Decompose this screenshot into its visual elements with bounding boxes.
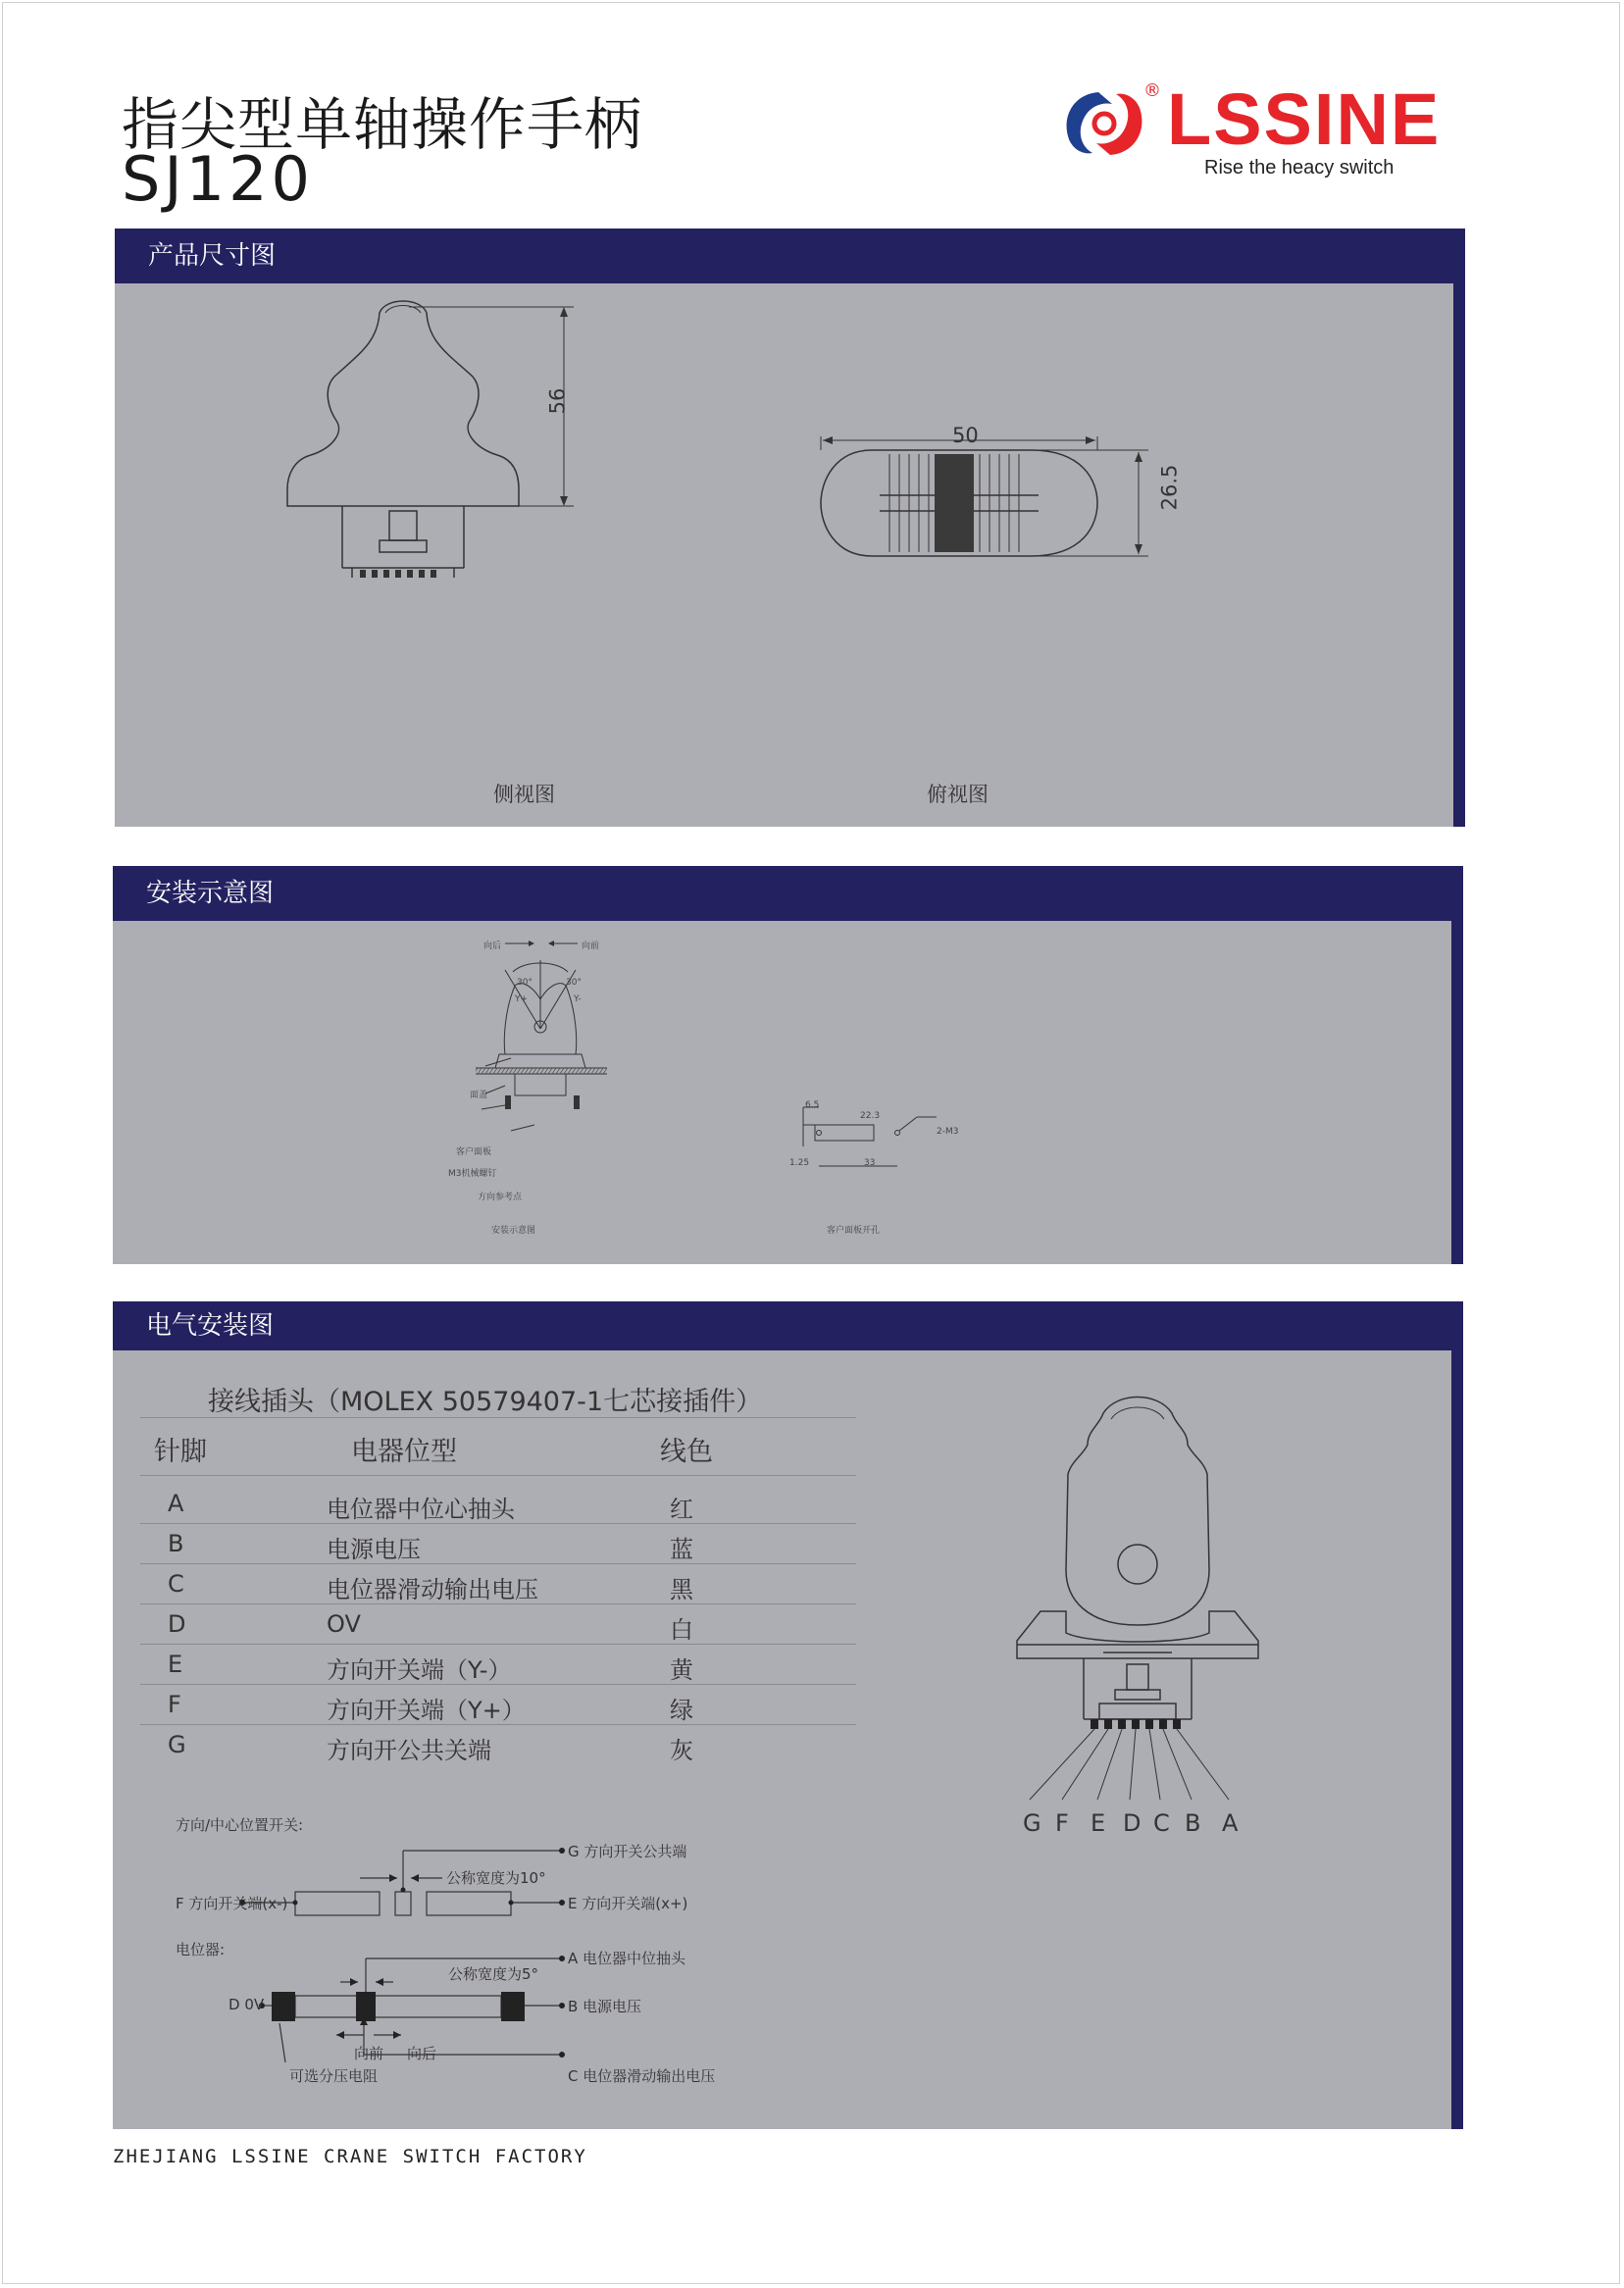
- install-caption: 安装示意图: [491, 1226, 536, 1236]
- pin-cell: F: [168, 1691, 181, 1718]
- color-cell: 黑: [670, 1576, 693, 1603]
- dim-width-label: 50: [952, 424, 979, 447]
- color-cell: 白: [670, 1616, 693, 1644]
- pin-cell: G: [168, 1731, 186, 1758]
- back-label: 向后: [483, 941, 502, 951]
- pot-a-label: A 电位器中位抽头: [568, 1950, 686, 1967]
- col-wire-color: 线色: [660, 1437, 713, 1467]
- table-header: [140, 1417, 856, 1476]
- function-cell: 方向开关端（Y-）: [327, 1656, 512, 1684]
- front-label: 向前: [582, 941, 600, 951]
- bezel-label: 面盖: [470, 1091, 488, 1100]
- switch-heading: 方向/中心位置开关:: [176, 1816, 304, 1834]
- section-dimensions: [115, 229, 1465, 827]
- pot-resistor-label: 可选分压电阻: [289, 2067, 379, 2085]
- dim-d-label: 33: [864, 1158, 876, 1168]
- table-row: [140, 1645, 856, 1685]
- reference-label: 方向参考点: [478, 1193, 523, 1202]
- top-view-drawing: [821, 411, 1174, 627]
- pot-heading: 电位器:: [176, 1941, 226, 1958]
- pin-letter-c: C: [1153, 1809, 1170, 1837]
- footer-company: ZHEJIANG LSSINE CRANE SWITCH FACTORY: [113, 2146, 587, 2167]
- logo-mark-icon: [1059, 84, 1147, 163]
- pot-forward-label: 向前: [354, 2045, 384, 2062]
- switch-e-label: E 方向开关端(x+): [568, 1895, 688, 1912]
- pot-backward-label: 向后: [407, 2045, 437, 2062]
- installation-panel: [113, 921, 1451, 1264]
- pin-cell: A: [168, 1490, 184, 1517]
- dim-depth-label: 26.5: [1157, 464, 1182, 511]
- switch-width-label: 公称宽度为10°: [446, 1869, 546, 1887]
- function-cell: 方向开关端（Y+）: [327, 1697, 526, 1724]
- color-cell: 红: [670, 1496, 693, 1523]
- section-electrical: [113, 1301, 1463, 2129]
- col-pin: 针脚: [154, 1437, 207, 1467]
- top-view-caption: 俯视图: [927, 783, 989, 806]
- table-row: [140, 1484, 856, 1524]
- pot-b-label: B 电源电压: [568, 1998, 642, 2015]
- model-number: SJ120: [122, 143, 314, 215]
- switch-g-label: G 方向开关公共端: [568, 1843, 687, 1860]
- col-function: 电器位型: [351, 1437, 457, 1467]
- pin-cell: C: [168, 1570, 184, 1598]
- brand-name: LSSINE: [1167, 78, 1442, 160]
- section-title: 电气安装图: [146, 1311, 275, 1341]
- electrical-panel: [113, 1350, 1451, 2129]
- pin-letter-b: B: [1185, 1809, 1201, 1837]
- pin-cell: B: [168, 1530, 184, 1557]
- angle-right-label: 30°: [566, 978, 582, 988]
- pin-letter-d: D: [1123, 1809, 1142, 1837]
- page-title: 指尖型单轴操作手柄: [122, 91, 643, 158]
- cutout-drawing: [799, 1097, 976, 1215]
- brand-slogan: Rise the heacy switch: [1204, 157, 1395, 178]
- function-cell: 电源电压: [327, 1536, 421, 1563]
- pot-width-label: 公称宽度为5°: [448, 1965, 539, 1983]
- angle-left-label: 30°: [517, 978, 533, 988]
- dim-c-label: 1.25: [789, 1158, 810, 1168]
- pot-d-label: D 0V: [228, 1996, 265, 2013]
- pin-cell: E: [168, 1651, 183, 1678]
- panel-label: 客户面板: [456, 1147, 492, 1157]
- y-minus-label: Y-: [574, 994, 582, 1004]
- cutout-caption: 客户面板开孔: [827, 1226, 881, 1236]
- color-cell: 绿: [670, 1697, 693, 1724]
- side-view-caption: 侧视图: [493, 783, 555, 806]
- dim-b-label: 22.3: [860, 1111, 881, 1121]
- dimensions-panel: [115, 283, 1453, 827]
- table-row: [140, 1524, 856, 1564]
- pin-letter-e: E: [1091, 1809, 1106, 1837]
- table-row: [140, 1564, 856, 1604]
- pot-c-label: C 电位器滑动输出电压: [568, 2067, 716, 2085]
- section-title: 产品尺寸图: [148, 241, 277, 271]
- color-cell: 灰: [670, 1737, 693, 1764]
- section-installation: [113, 866, 1463, 1264]
- connector-title: 接线插头（MOLEX 50579407-1七芯接插件）: [208, 1387, 763, 1417]
- dim-a-label: 6.5: [805, 1100, 820, 1110]
- pin-letter-g: G: [1023, 1809, 1041, 1837]
- y-plus-label: Y+: [515, 994, 529, 1004]
- registered-mark: ®: [1143, 80, 1161, 101]
- color-cell: 蓝: [670, 1536, 693, 1563]
- pin-letter-a: A: [1222, 1809, 1239, 1837]
- function-cell: 方向开公共关端: [327, 1737, 491, 1764]
- table-row: [140, 1725, 856, 1764]
- function-cell: 电位器滑动输出电压: [327, 1576, 538, 1603]
- dim-height-label: 56: [545, 387, 570, 415]
- screw-label: M3机械螺钉: [448, 1169, 497, 1179]
- switch-f-label: F 方向开关端(x-): [176, 1895, 288, 1912]
- table-row: [140, 1685, 856, 1725]
- table-row: [140, 1604, 856, 1645]
- holes-label: 2-M3: [937, 1127, 959, 1137]
- brand-logo: [1059, 78, 1442, 186]
- handle-wiring-drawing: [995, 1380, 1348, 1890]
- function-cell: OV: [327, 1610, 361, 1638]
- section-title: 安装示意图: [146, 879, 275, 908]
- function-cell: 电位器中位心抽头: [327, 1496, 515, 1523]
- pin-cell: D: [168, 1610, 186, 1638]
- side-view-drawing: [262, 283, 654, 695]
- pin-letter-f: F: [1055, 1809, 1069, 1837]
- color-cell: 黄: [670, 1656, 693, 1684]
